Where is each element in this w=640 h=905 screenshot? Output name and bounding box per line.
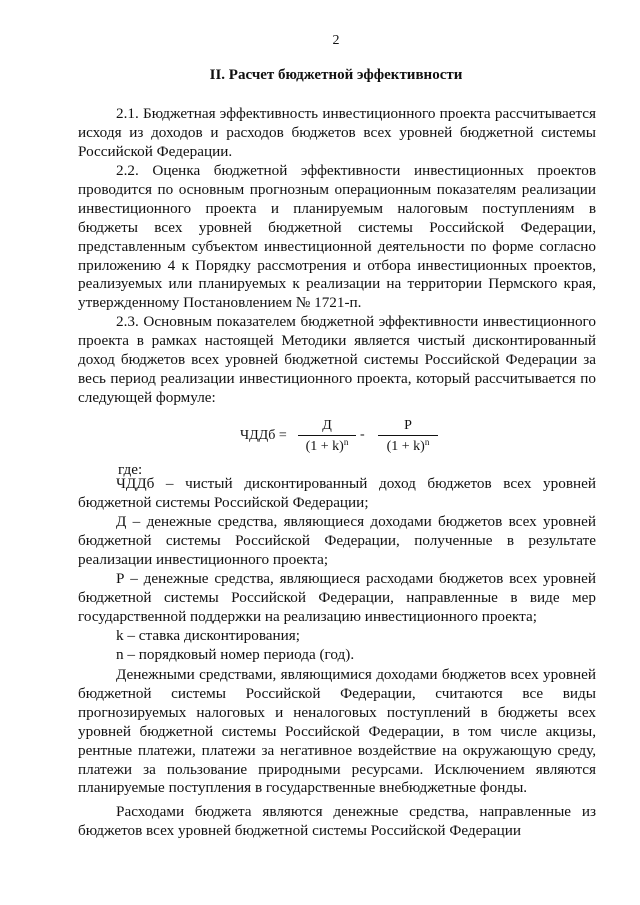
where-label: где: [118, 461, 143, 478]
formula-denominator-expense: $(1 + k)^n$ [386, 437, 430, 454]
formula-exponent: n [424, 437, 430, 447]
definition-chdd: ЧДДб – чистый дисконтированный доход бюджетов всех уровней бюджетной системы Российской Федерации; [78, 475, 596, 511]
formula-fraction-income [298, 418, 356, 455]
page-number: 2 [332, 33, 340, 48]
formula-exponent: n [343, 437, 349, 447]
definition-d: Д – денежные средства, являющиеся доходами бюджетов всех уровней бюджетной системы Российской Федерации, полученные в результате реализации инвестиционного проекта; [78, 513, 596, 568]
npv-formula [236, 418, 456, 456]
formula-minus: - [360, 427, 365, 442]
formula-numerator-expense: Р [378, 418, 438, 436]
paragraph-2-2: 2.2. Оценка бюджетной эффективности инвестиционных проектов проводится по основным прогнозным операционным показателям реализации инвестиционного проекта и планируемым налоговым поступлениям в бюджеты всех уровней бюджетной системы Российской Федерации, представленным субъектом инвестиционной деятельности по форме согласно приложению 4 к Порядку рассмотрения и отбора инвестиционных проектов, реализуемых или планируемых к реализации на территории Пермского края, утвержденному Постановлением № 1721-п. [78, 162, 596, 312]
section-heading: II. Расчет бюджетной эффективности [209, 67, 463, 83]
formula-fraction-expense [378, 418, 438, 455]
paragraph-2-3: 2.3. Основным показателем бюджетной эффективности инвестиционного проекта в рамках настоящей Методики является чистый дисконтированный доход бюджетов всех уровней бюджетной системы Российской Федерации за весь период реализации инвестиционного проекта, который рассчитывается по следующей формуле: [78, 313, 596, 406]
formula-denominator-income: $(1 + k)^n$ [305, 437, 349, 454]
definition-k: k – ставка дисконтирования; [116, 627, 300, 644]
formula-numerator-income: Д [298, 418, 356, 436]
definition-r: Р – денежные средства, являющиеся расходами бюджетов всех уровней бюджетной системы Российской Федерации, направленные в виде мер государственной поддержки на реализацию инвестиционного проекта; [78, 570, 596, 625]
paragraph-2-1: 2.1. Бюджетная эффективность инвестиционного проекта рассчитывается исходя из доходов и расходов бюджетов всех уровней бюджетной системы Российской Федерации. [78, 105, 596, 160]
paragraph-expense: Расходами бюджета являются денежные средства, направленные из бюджетов всех уровней бюджетной системы Российской Федерации [78, 803, 596, 839]
paragraph-income: Денежными средствами, являющимися доходами бюджетов всех уровней бюджетной системы Российской Федерации, считаются все виды прогнозируемых налоговых и неналоговых поступлений в бюджеты всех уровней бюджетной системы Российской Федерации, в том числе акцизы, рентные платежи, платежи за негативное воздействие на окружающую среду, платежи за пользование природными ресурсами. Исключением являются планируемые поступления в государственные внебюджетные фонды. [78, 666, 596, 797]
definition-n: n – порядковый номер периода (год). [116, 646, 355, 663]
formula-lhs: ЧДДб = [240, 428, 287, 443]
